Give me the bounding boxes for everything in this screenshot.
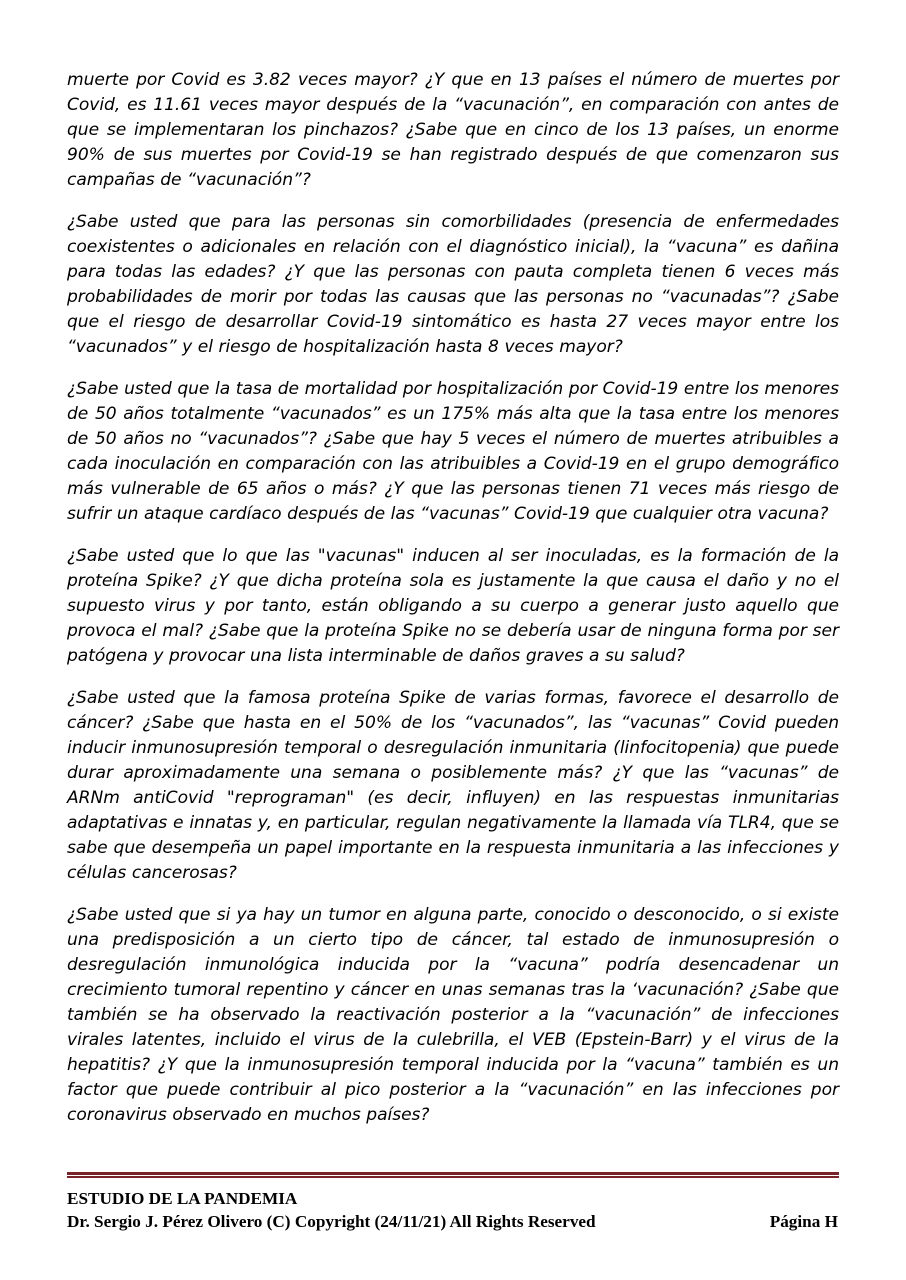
footer-page-number: Página H (769, 1212, 838, 1231)
footer-divider (67, 1172, 839, 1178)
paragraph: muerte por Covid es 3.82 veces mayor? ¿Y que en 13 países el número de muertes por Covid, es 11.61 veces mayor después de la “vacunación”, en comparación con antes de que se implementaran los pinchazos? ¿Sabe que en cinco de los 13 países, un enorme 90% de sus muertes por Covid-19 se han registrado después de que comenzaron sus campañas de “vacunación”? (67, 70, 839, 190)
paragraph: ¿Sabe usted que la tasa de mortalidad por hospitalización por Covid-19 entre los menores de 50 años totalmente “vacunados” es un 175% más alta que la tasa entre los menores de 50 años no “vacunados”? ¿Sabe que hay 5 veces el número de muertes atribuibles a cada inoculación en comparación con las atribuibles a Covid-19 en el grupo demográfico más vulnerable de 65 años o más? ¿Y que las personas tienen 71 veces más riesgo de sufrir un ataque cardíaco después de las “vacunas” Covid-19 que cualquier otra vacuna? (67, 379, 839, 524)
footer-bottom-row (67, 1210, 839, 1233)
footer-study-title: ESTUDIO DE LA PANDEMIA (67, 1189, 298, 1208)
page-footer (67, 1172, 839, 1233)
paragraph: ¿Sabe usted que para las personas sin comorbilidades (presencia de enfermedades coexistentes o adicionales en relación con el diagnóstico inicial), la “vacuna” es dañina para todas las edades? ¿Y que las personas con pauta completa tienen 6 veces más probabilidades de morir por todas las causas que las personas no “vacunadas”? ¿Sabe que el riesgo de desarrollar Covid-19 sintomático es hasta 27 veces mayor entre los “vacunados” y el riesgo de hospitalización hasta 8 veces mayor? (67, 212, 839, 357)
paragraph: ¿Sabe usted que la famosa proteína Spike de varias formas, favorece el desarrollo de cáncer? ¿Sabe que hasta en el 50% de los “vacunados”, las “vacunas” Covid pueden inducir inmunosupresión temporal o desregulación inmunitaria (linfocitopenia) que puede durar aproximadamente una semana o posiblemente más? ¿Y que las “vacunas” de ARNm antiCovid "reprograman" (es decir, influyen) en las respuestas inmunitarias adaptativas e innatas y, en particular, regulan negativamente la llamada vía TLR4, que se sabe que desempeña un papel importante en la respuesta inmunitaria a las infecciones y células cancerosas? (67, 688, 839, 883)
paragraph: ¿Sabe usted que lo que las "vacunas" inducen al ser inoculadas, es la formación de la proteína Spike? ¿Y que dicha proteína sola es justamente la que causa el daño y no el supuesto virus y por tanto, están obligando a su cuerpo a generar justo aquello que provoca el mal? ¿Sabe que la proteína Spike no se debería usar de ninguna forma por ser patógena y provocar una lista interminable de daños graves a su salud? (67, 546, 839, 666)
footer-copyright: Dr. Sergio J. Pérez Olivero (C) Copyright (24/11/21) All Rights Reserved (67, 1212, 596, 1231)
document-body (67, 68, 839, 1128)
paragraph: ¿Sabe usted que si ya hay un tumor en alguna parte, conocido o desconocido, o si existe una predisposición a un cierto tipo de cáncer, tal estado de inmunosupresión o desregulación inmunológica inducida por la “vacuna” podría desencadenar un crecimiento tumoral repentino y cáncer en unas semanas tras la ‘vacunación? ¿Sabe que también se ha observado la reactivación posterior a la “vacunación” de infecciones virales latentes, incluido el virus de la culebrilla, el VEB (Epstein-Barr) y el virus de la hepatitis? ¿Y que la inmunosupresión temporal inducida por la “vacuna” también es un factor que puede contribuir al pico posterior a la “vacunación” en las infecciones por coronavirus observado en muchos países? (67, 905, 839, 1125)
